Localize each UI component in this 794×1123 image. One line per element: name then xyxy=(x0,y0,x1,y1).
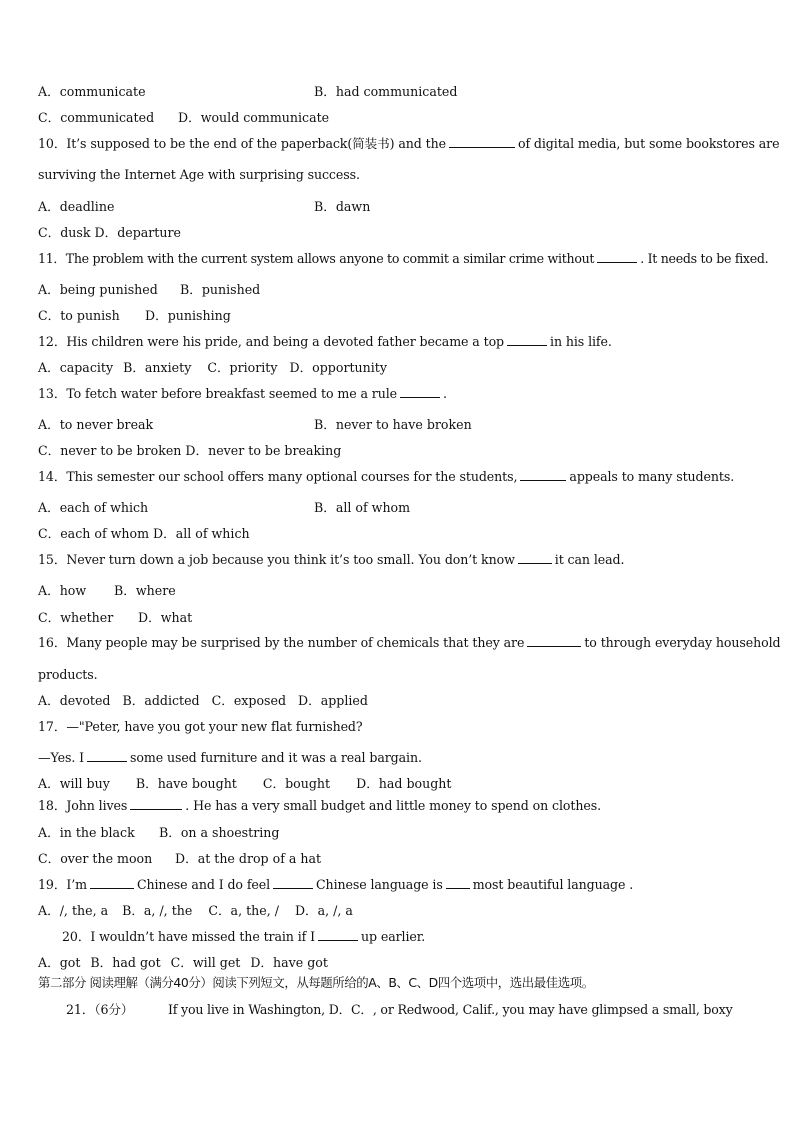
q14-stem xyxy=(38,469,734,485)
q17-option-a: A．will buy xyxy=(38,776,110,791)
q13-stem-part: 13．To fetch water before breakfast seemed to me a rule xyxy=(38,386,397,401)
q17-stem-line2 xyxy=(38,750,422,766)
q15-option-d: D．what xyxy=(138,610,193,625)
q20-option-d: D．have got xyxy=(250,955,328,970)
q17-stem-part: some used furniture and it was a real bargain. xyxy=(130,750,422,765)
answer-blank xyxy=(520,469,566,481)
q20-stem xyxy=(62,929,425,945)
q20-options xyxy=(38,955,346,971)
q19-option-a: A．/, the, a xyxy=(38,903,109,918)
q17-option-b: B．have bought xyxy=(135,776,237,791)
q14-option-a: A．each of which xyxy=(38,500,149,515)
q16-stem-line1 xyxy=(38,635,781,651)
q16-stem-part: to through everyday household xyxy=(584,635,781,650)
q10-stem-line1 xyxy=(38,136,779,152)
q16-option-c: C．exposed xyxy=(211,693,287,708)
q15-option-a: A．how xyxy=(38,583,87,598)
q10-option-a: A．deadline xyxy=(38,199,115,214)
q11-stem-part: . It needs to be fixed. xyxy=(640,251,769,266)
q19-stem-part: 19．I’m xyxy=(38,877,87,892)
q19-stem-part: Chinese and I do feel xyxy=(136,877,271,892)
answer-blank xyxy=(273,877,313,889)
q15-stem-part: 15．Never turn down a job because you think it’s too small. You don’t know xyxy=(38,552,515,567)
q18-option-b: B．on a shoestring xyxy=(159,825,280,840)
answer-blank xyxy=(87,750,127,762)
q15-option-b: B．where xyxy=(114,583,176,598)
q12-option-b: B．anxiety xyxy=(123,360,192,375)
q11-option-c: C．to punish xyxy=(38,308,120,323)
q15-stem xyxy=(38,552,624,568)
q11-stem-part: 11．The problem with the current system allows anyone to commit a similar crime without xyxy=(38,251,595,266)
q14-stem-part: 14．This semester our school offers many optional courses for the students, xyxy=(38,469,518,484)
q19-option-d: D．a, /, a xyxy=(294,903,353,918)
q11-option-b: B．punished xyxy=(180,282,261,297)
q18-stem-part: 18．John lives xyxy=(38,798,128,813)
q17-stem-part: —Yes. I xyxy=(38,750,85,765)
q18-option-a: A．in the black xyxy=(38,825,135,840)
q14-option-b: B．all of whom xyxy=(314,500,411,515)
answer-blank xyxy=(507,334,547,346)
answer-blank xyxy=(518,552,552,564)
answer-blank xyxy=(400,386,440,398)
q16-option-d: D．applied xyxy=(298,693,368,708)
q13-option-a: A．to never break xyxy=(38,417,154,432)
answer-blank xyxy=(527,635,581,647)
q18-stem-part: . He has a very small budget and little money to spend on clothes. xyxy=(185,798,601,813)
q19-stem-part: most beautiful language . xyxy=(472,877,634,892)
answer-blank xyxy=(449,136,515,148)
q19-option-c: C．a, the, / xyxy=(208,903,279,918)
q11-option-d: D．punishing xyxy=(145,308,231,323)
q20-option-b: B．had got xyxy=(90,955,161,970)
q20-option-c: C．will get xyxy=(170,955,241,970)
q12-stem xyxy=(38,334,612,350)
q12-option-a: A．capacity xyxy=(38,360,114,375)
q12-option-c: C．priority xyxy=(207,360,278,375)
q16-option-b: B．addicted xyxy=(122,693,200,708)
q13-stem xyxy=(38,386,447,402)
q20-stem-part: 20．I wouldn’t have missed the train if I xyxy=(62,929,315,944)
q20-option-a: A．got xyxy=(38,955,81,970)
q9-option-b: B．had communicated xyxy=(314,84,458,99)
q10-options-cd: C．dusk D．departure xyxy=(38,225,181,240)
q19-stem-part: Chinese language is xyxy=(316,877,443,892)
part2-heading: 第二部分 阅读理解（满分40分）阅读下列短文，从每题所给的A、B、C、D四个选项中，选出最佳选项。 xyxy=(38,975,594,990)
q18-stem xyxy=(38,798,601,814)
answer-blank xyxy=(90,877,134,889)
q9-option-d: D．would communicate xyxy=(178,110,330,125)
q10-stem-line2: surviving the Internet Age with surprising success. xyxy=(38,167,360,182)
q13-stem-part: . xyxy=(443,386,447,401)
q19-option-b: B．a, /, the xyxy=(122,903,193,918)
q12-stem-part: 12．His children were his pride, and being a devoted father became a top xyxy=(38,334,505,349)
q16-options xyxy=(38,693,386,709)
q10-stem-part: 10．It’s supposed to be the end of the paperback(简装书) and the xyxy=(38,136,446,151)
q11-stem xyxy=(38,251,768,267)
q18-option-c: C．over the moon xyxy=(38,851,153,866)
q12-option-d: D．opportunity xyxy=(289,360,387,375)
q13-option-b: B．never to have broken xyxy=(314,417,472,432)
q10-stem-part: of digital media, but some bookstores are xyxy=(517,136,780,151)
q17-option-c: C．bought xyxy=(262,776,331,791)
q19-options xyxy=(38,903,371,919)
q16-stem-part: 16．Many people may be surprised by the number of chemicals that they are xyxy=(38,635,525,650)
q19-stem xyxy=(38,877,633,893)
q21-text: If you live in Washington, D．C．, or Redwood, Calif., you may have glimpsed a small, boxy xyxy=(168,1002,733,1017)
answer-blank xyxy=(130,798,182,810)
answer-blank xyxy=(597,251,637,263)
q18-option-d: D．at the drop of a hat xyxy=(175,851,322,866)
q14-stem-part: appeals to many students. xyxy=(569,469,735,484)
q12-options xyxy=(38,360,405,376)
q15-option-c: C．whether xyxy=(38,610,114,625)
q14-options-cd: C．each of whom D．all of which xyxy=(38,526,250,541)
q15-stem-part: it can lead. xyxy=(554,552,625,567)
q12-stem-part: in his life. xyxy=(550,334,612,349)
q11-option-a: A．being punished xyxy=(38,282,158,297)
answer-blank xyxy=(446,877,470,889)
q9-option-c: C．communicated xyxy=(38,110,155,125)
q16-stem-line2: products. xyxy=(38,667,98,682)
q9-option-a: A．communicate xyxy=(38,84,146,99)
q17-stem-line1: 17．—"Peter, have you got your new flat furnished? xyxy=(38,719,363,734)
q16-option-a: A．devoted xyxy=(38,693,111,708)
q17-options xyxy=(38,776,469,792)
q13-options-cd: C．never to be broken D．never to be breaking xyxy=(38,443,342,458)
q17-option-d: D．had bought xyxy=(356,776,452,791)
q21-label: 21．（6分） xyxy=(66,1002,134,1017)
q20-stem-part: up earlier. xyxy=(360,929,426,944)
q10-option-b: B．dawn xyxy=(314,199,371,214)
answer-blank xyxy=(318,929,358,941)
